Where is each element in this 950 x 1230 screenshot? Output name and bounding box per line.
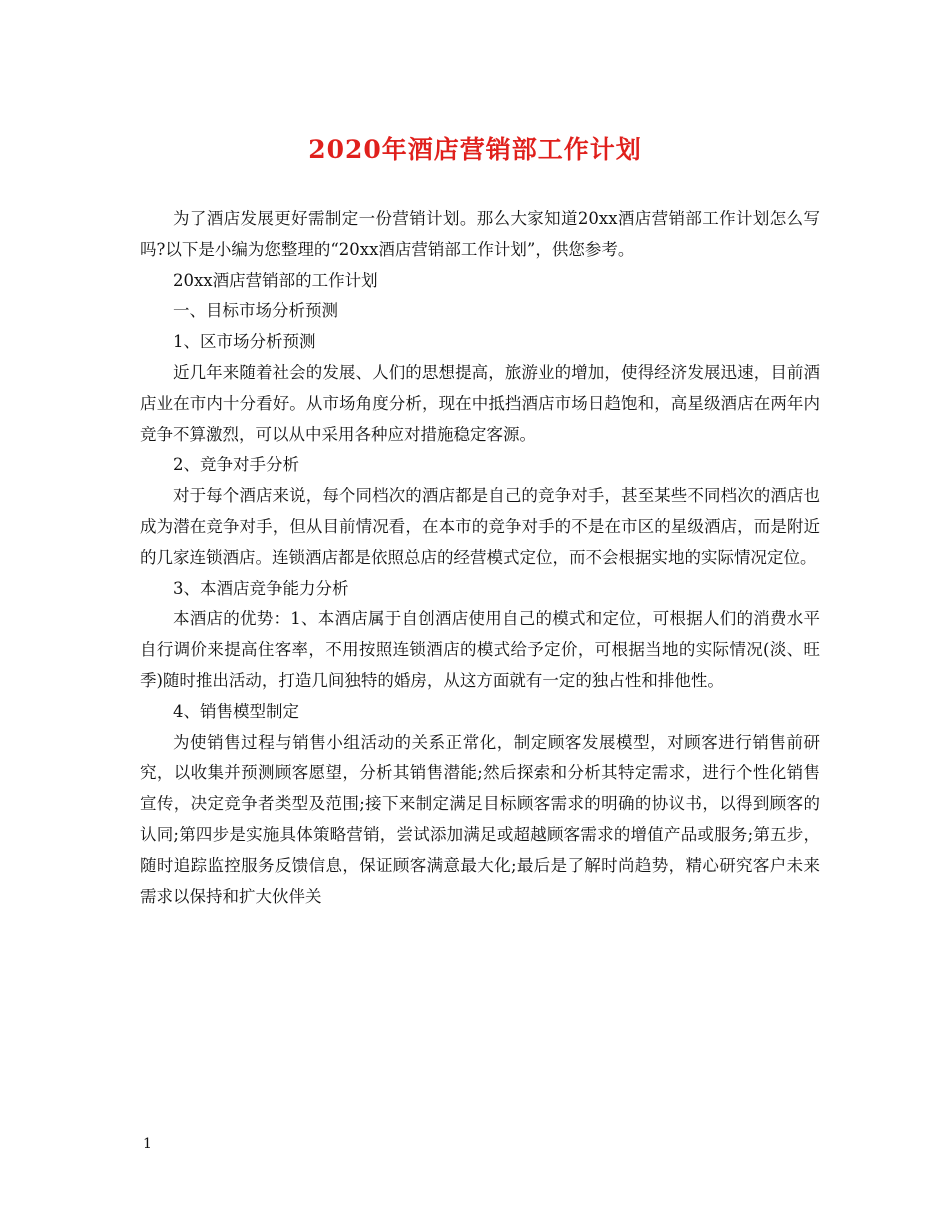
- paragraph-area-market: 近几年来随着社会的发展、人们的思想提高，旅游业的增加，使得经济发展迅速，目前酒店业在市内十分看好。从市场角度分析，现在中抵挡酒店市场日趋饱和，高星级酒店在两年内竞争不算激烈，可以从中采用各种应对措施稳定客源。: [140, 362, 820, 444]
- paragraph-competitiveness: 本酒店的优势：1、本酒店属于自创酒店使用自己的模式和定位，可根据人们的消费水平自行调价来提高住客率，不用按照连锁酒店的模式给予定价，可根据当地的实际情况(淡、旺季)随时推出活动，打造几间独特的婚房，从这方面就有一定的独占性和排他性。: [140, 609, 820, 690]
- document-body: [140, 204, 820, 912]
- subheading-competitors: 2、竞争对手分析: [173, 455, 299, 475]
- paragraph-intro: 为了酒店发展更好需制定一份营销计划。那么大家知道20xx酒店营销部工作计划怎么写吗?以下是小编为您整理的“20xx酒店营销部工作计划”，供您参考。: [140, 209, 820, 259]
- page-number: 1: [143, 1136, 152, 1152]
- subheading-competitiveness: 3、本酒店竞争能力分析: [173, 578, 349, 598]
- paragraph-competitors: 对于每个酒店来说，每个同档次的酒店都是自己的竞争对手，甚至某些不同档次的酒店也成为潜在竞争对手，但从目前情况看，在本市的竞争对手的不是在市区的星级酒店，而是附近的几家连锁酒店。连锁酒店都是依照总店的经营模式定位，而不会根据实地的实际情况定位。: [140, 486, 820, 567]
- document-title: 2020年酒店营销部工作计划: [308, 135, 642, 164]
- paragraph-sales-model: 为使销售过程与销售小组活动的关系正常化，制定顾客发展模型，对顾客进行销售前研究，以收集并预测顾客愿望，分析其销售潜能;然后探索和分析其特定需求，进行个性化销售宣传，决定竞争者类型及范围;接下来制定满足目标顾客需求的明确的协议书，以得到顾客的认同;第四步是实施具体策略营销，尝试添加满足或超越顾客需求的增值产品或服务;第五步，随时追踪监控服务反馈信息，保证顾客满意最大化;最后是了解时尚趋势，精心研究客户未来需求以保持和扩大伙伴关: [140, 732, 820, 906]
- section-heading-market: 一、目标市场分析预测: [173, 301, 338, 321]
- paragraph-plan-heading: 20xx酒店营销部的工作计划: [173, 270, 378, 290]
- subheading-sales-model: 4、销售模型制定: [173, 701, 299, 721]
- subheading-area-market: 1、区市场分析预测: [173, 332, 316, 352]
